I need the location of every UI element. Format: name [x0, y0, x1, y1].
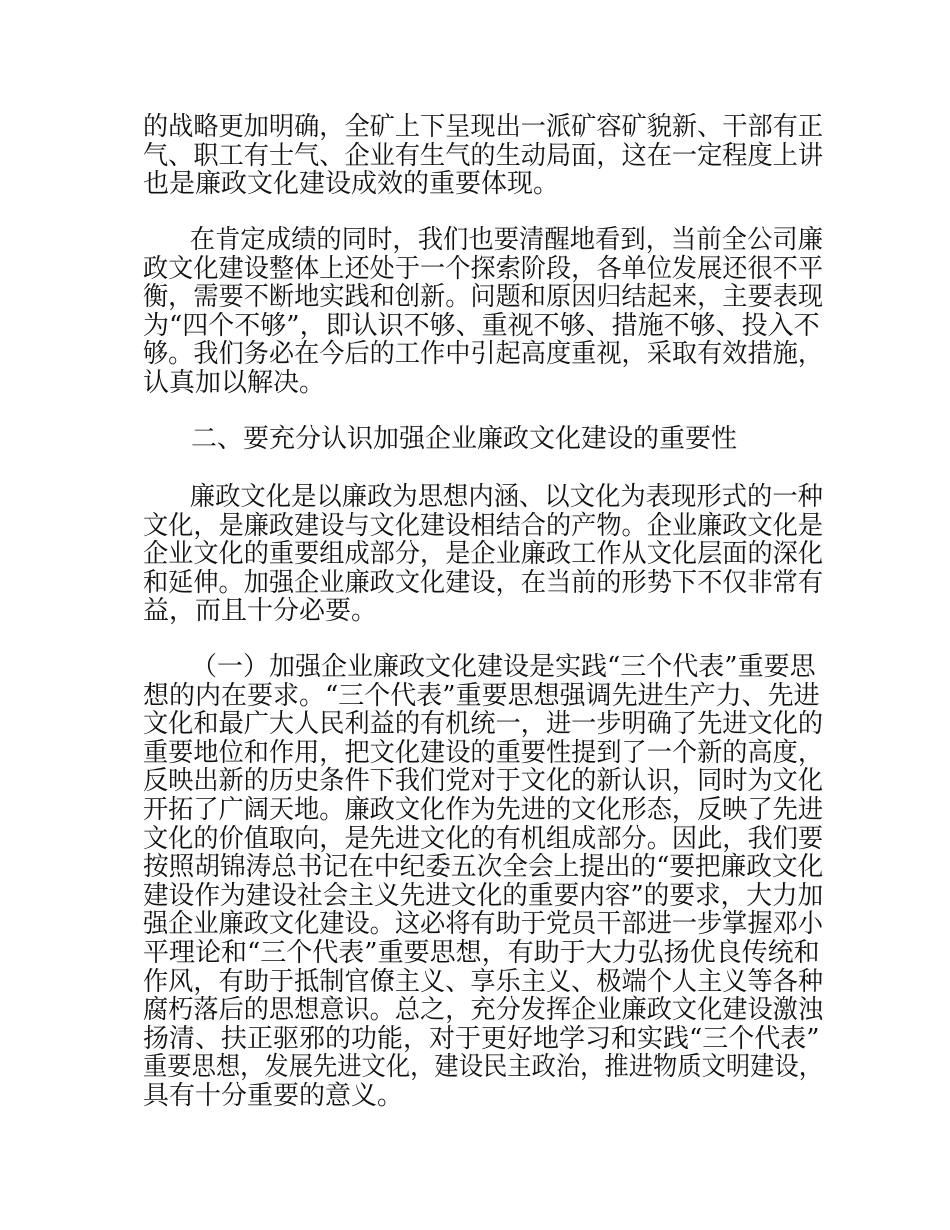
- text-line: 腐朽落后的思想意识。总之，充分发挥企业廉政文化建设激浊: [143, 995, 824, 1026]
- text-line: 想的内在要求。“三个代表”重要思想强调先进生产力、先进: [143, 680, 820, 711]
- text-line: 重要地位和作用，把文化建设的重要性提到了一个新的高度，: [143, 737, 824, 768]
- text-line: 扬清、扶正驱邪的功能，对于更好地学习和实践“三个代表”: [143, 1023, 820, 1054]
- text-line: 气、职工有士气、企业有生气的生动局面，这在一定程度上讲: [143, 140, 824, 171]
- text-line: 建设作为建设社会主义先进文化的重要内容”的要求，大力加: [143, 880, 824, 911]
- text-line: 文化的价值取向，是先进文化的有机组成部分。因此，我们要: [143, 823, 824, 854]
- text-line: 按照胡锦涛总书记在中纪委五次全会上提出的“要把廉政文化: [143, 852, 824, 883]
- text-line: 衡，需要不断地实践和创新。问题和原因归结起来，主要表现: [143, 282, 824, 313]
- text-line: 重要思想，发展先进文化，建设民主政治，推进物质文明建设，: [143, 1052, 824, 1083]
- heading-line: 二、要充分认识加强企业廉政文化建设的重要性: [191, 424, 738, 454]
- text-line: 具有十分重要的意义。: [143, 1080, 404, 1111]
- text-line: 廉政文化是以廉政为思想内涵、以文化为表现形式的一种: [189, 482, 824, 512]
- text-line: 够。我们务必在今后的工作中引起高度重视，采取有效措施，: [143, 339, 824, 370]
- paragraph-definition: [143, 483, 823, 626]
- text-line: 认真加以解决。: [143, 367, 326, 398]
- text-line: 的战略更加明确，全矿上下呈现出一派矿容矿貌新、干部有正: [143, 112, 824, 142]
- text-line: 也是廉政文化建设成效的重要体现。: [143, 169, 560, 200]
- text-line: 为“四个不够”，即认识不够、重视不够、措施不够、投入不: [143, 310, 820, 341]
- text-line: 文化，是廉政建设与文化建设相结合的产物。企业廉政文化是: [143, 510, 824, 541]
- text-line: 反映出新的历史条件下我们党对于文化的新认识，同时为文化: [143, 766, 824, 797]
- text-line: 和延伸。加强企业廉政文化建设，在当前的形势下不仅非常有: [143, 567, 824, 598]
- paragraph-point-one: [143, 653, 823, 1111]
- text-line: 在肯定成绩的同时，我们也要清醒地看到，当前全公司廉: [189, 225, 824, 255]
- text-line: 益，而且十分必要。: [143, 596, 378, 627]
- text-line: 政文化建设整体上还处于一个探索阶段，各单位发展还很不平: [143, 253, 824, 284]
- text-line: 平理论和“三个代表”重要思想，有助于大力弘扬优良传统和: [143, 937, 820, 968]
- paragraph-shortcomings: [143, 226, 823, 398]
- text-line: 企业文化的重要组成部分，是企业廉政工作从文化层面的深化: [143, 539, 824, 570]
- paragraph-continuation: [143, 113, 823, 199]
- section-heading: [143, 425, 823, 454]
- text-line: 作风，有助于抵制官僚主义、享乐主义、极端个人主义等各种: [143, 966, 824, 997]
- text-line: （一）加强企业廉政文化建设是实践“三个代表”重要思: [191, 652, 816, 682]
- text-line: 文化和最广大人民利益的有机统一，进一步明确了先进文化的: [143, 709, 824, 740]
- text-line: 开拓了广阔天地。廉政文化作为先进的文化形态，反映了先进: [143, 794, 824, 825]
- text-line: 强企业廉政文化建设。这必将有助于党员干部进一步掌握邓小: [143, 909, 824, 940]
